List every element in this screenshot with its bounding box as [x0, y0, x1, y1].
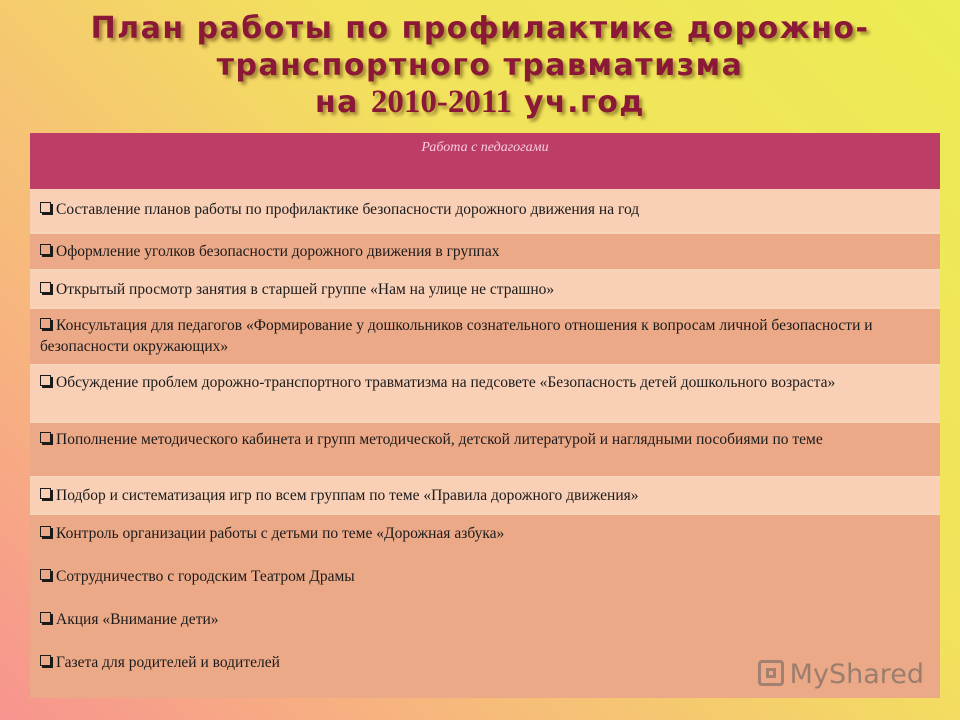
checkbox-bullet-icon — [40, 569, 51, 580]
row-text: Составление планов работы по профилактике безопасности дорожного движения на год — [56, 201, 640, 218]
checkbox-bullet-icon — [40, 526, 51, 537]
table-row — [30, 234, 940, 271]
table-row — [30, 478, 940, 515]
row-text: Контроль организации работы с детьми по теме «Дорожная азбука» — [56, 525, 505, 542]
row-text: Пополнение методического кабинета и групп методической, детской литературой и наглядными пособиями по теме — [56, 431, 823, 448]
row-text: Оформление уголков безопасности дорожного движения в группах — [56, 243, 500, 260]
table-header: Работа с педагогами — [30, 133, 940, 189]
title-line-3 — [0, 84, 960, 121]
checkbox-bullet-icon — [40, 432, 51, 443]
table-row — [30, 309, 940, 366]
row-text: Газета для родителей и водителей — [56, 654, 280, 671]
title-year: 2010-2011 — [370, 84, 513, 120]
watermark-logo — [758, 659, 924, 690]
checkbox-bullet-icon — [40, 244, 51, 255]
checkbox-bullet-icon — [40, 488, 51, 499]
title-suffix: уч.год — [512, 85, 646, 120]
row-text: Открытый просмотр занятия в старшей группе «Нам на улице не страшно» — [56, 281, 555, 298]
checkbox-bullet-icon — [40, 375, 51, 386]
table-row — [30, 189, 940, 234]
title-line-2: транспортного травматизма — [216, 48, 744, 83]
row-text: Подбор и систематизация игр по всем группам по теме «Правила дорожного движения» — [56, 487, 639, 504]
title-prefix: на — [314, 85, 371, 120]
myshared-logo-icon — [758, 660, 784, 686]
checkbox-bullet-icon — [40, 612, 51, 623]
row-text: Консультация для педагогов «Формирование у дошкольников сознательного отношения к вопросам личной безопасности и безопасности окружающих» — [40, 317, 873, 355]
checkbox-bullet-icon — [40, 202, 51, 213]
row-text: Сотрудничество с городским Театром Драмы — [56, 568, 355, 585]
checkbox-bullet-icon — [40, 318, 51, 329]
row-text: Акция «Внимание дети» — [56, 611, 219, 628]
row-text: Обсуждение проблем дорожно-транспортного травматизма на педсовете «Безопасность детей дошкольного возраста» — [56, 374, 836, 391]
list-item — [40, 609, 930, 630]
watermark-text: MyShared — [789, 659, 924, 690]
table-row — [30, 423, 940, 478]
table-row — [30, 366, 940, 423]
page-title — [0, 10, 960, 121]
title-line-1: План работы по профилактике дорожно- — [90, 11, 870, 46]
table-row — [30, 271, 940, 309]
plan-table — [30, 133, 940, 698]
list-item — [40, 523, 930, 544]
list-item — [40, 566, 930, 587]
checkbox-bullet-icon — [40, 655, 51, 666]
checkbox-bullet-icon — [40, 282, 51, 293]
